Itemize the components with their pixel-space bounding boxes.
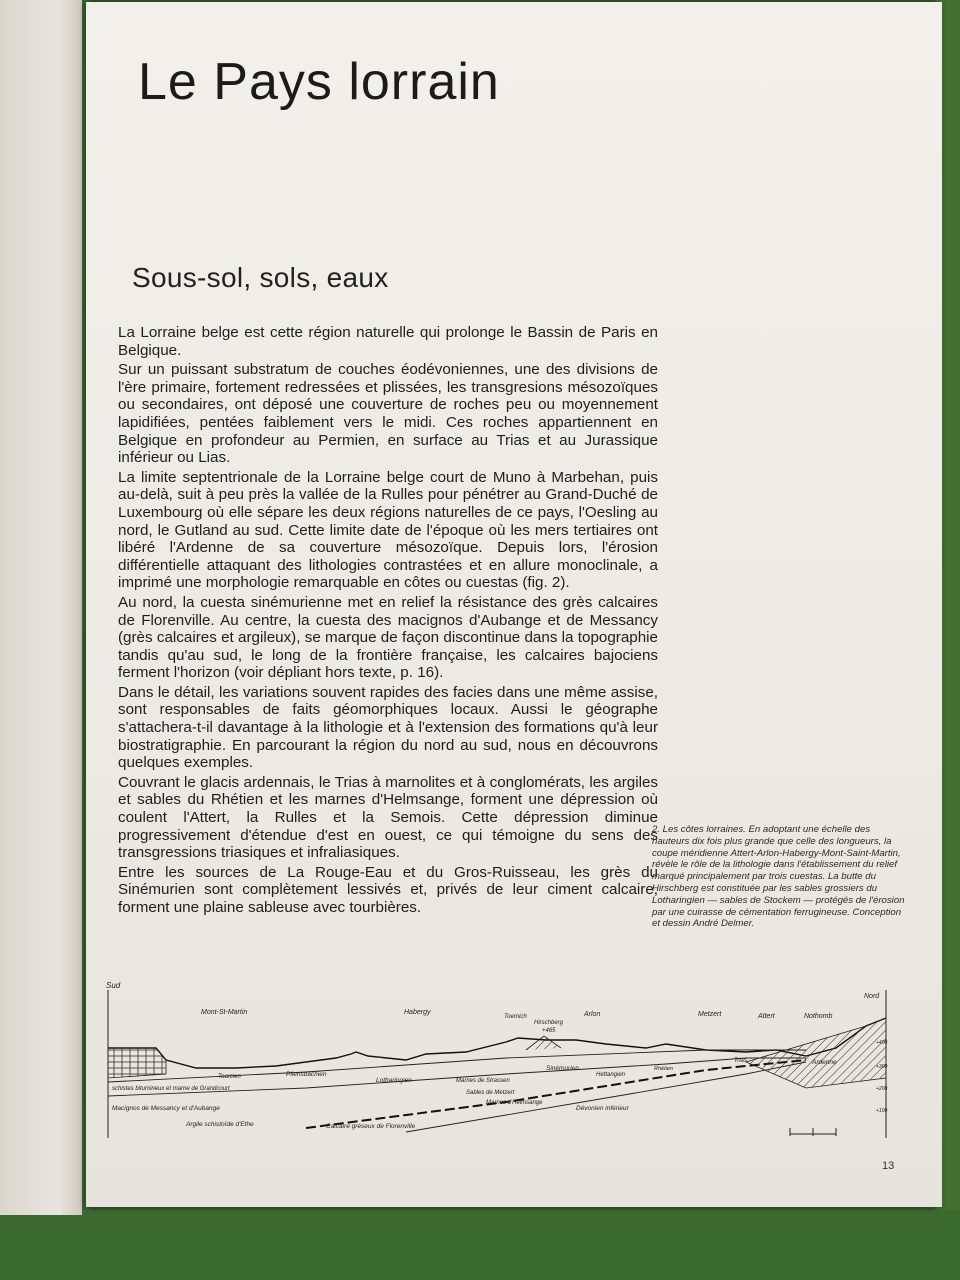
paragraph: La limite septentrionale de la Lorraine belge court de Muno à Marbehan, puis au-delà, suit à peu près la vallée de la Rulles pour pénétrer au Grand-Duché de Luxembourg où elle sépare les deux régions naturelles de ce pays, l'Oesling au nord, le Gutland au sud. Cette limite date de l'époque où les mers tertiaires ont libéré l'Ardenne de sa couverture mésozoïque. Depuis lors, l'érosion différentielle attaquant des lithologies contrastées et en allure monoclinale, a imprimé une morphologie remarquable en côtes ou cuestas (fig. 2). bbox=[118, 468, 658, 592]
figure-caption: 2. Les côtes lorraines. En adoptant une échelle des hauteurs dix fois plus grande que celle des longueurs, la coupe méridienne Attert-Arlon-Habergy-Mont-Saint-Martin, révèle le rôle de la lithologie dans l'établissement du relief marqué principalement par trois cuestas. La butte du Hirschberg est constituée par les sables grossiers du Lotharingien — sables de Stockem — protégés de l'érosion par une cuirasse de cémentation ferrugineuse. Conception et dessin André Delmer. bbox=[652, 824, 905, 930]
stratum-label: Sables de Metzert bbox=[466, 1090, 515, 1096]
paragraph: Entre les sources de La Rouge-Eau et du Gros-Ruisseau, les grès du Sinémurien sont complètement lessivés et, privés de leur ciment calcaire, forment une plaine sableuse avec tourbières. bbox=[118, 863, 658, 916]
place-label: Toernich bbox=[504, 1014, 527, 1020]
stratum-label: Marnes de Strassen bbox=[456, 1078, 510, 1084]
place-label: Habergy bbox=[404, 1009, 431, 1016]
summit-height: +465 bbox=[542, 1028, 556, 1034]
paragraph: Au nord, la cuesta sinémurienne met en relief la résistance des grès calcaires de Florenville. Au centre, la cuesta des macignos d'Aubange et de Messancy (grès calcaires et argileux), se marque de façon discontinue dans la topographie tandis qu'au sud, le long de la frontière française, les calcaires bajociens ferment l'horizon (voir dépliant hors texte, p. 16). bbox=[118, 593, 658, 682]
geological-cross-section bbox=[106, 978, 916, 1148]
stratum-label: schistes bitumineux et marne de Grandcourt bbox=[112, 1086, 230, 1092]
altitude-label: +400 bbox=[876, 1040, 888, 1046]
section-title: Sous-sol, sols, eaux bbox=[132, 262, 389, 293]
stratum-label: Marnes d'Helmsange bbox=[486, 1100, 543, 1106]
stratum-label: Calcaire gréseux de Florenville bbox=[326, 1123, 416, 1130]
body-text bbox=[118, 324, 658, 919]
page-title: Le Pays lorrain bbox=[138, 53, 500, 111]
stratum-label: Sinémurien bbox=[546, 1065, 579, 1072]
stratum-label: Dévonien inférieur bbox=[576, 1105, 629, 1112]
table-surface-bottom bbox=[0, 1210, 960, 1280]
stratum-label: Argile schistoïde d'Ethe bbox=[186, 1121, 254, 1128]
altitude-label: +100 bbox=[876, 1108, 888, 1114]
label-nord: Nord bbox=[864, 993, 880, 1000]
page-number: 13 bbox=[882, 1160, 895, 1172]
previous-page-edge bbox=[0, 0, 82, 1215]
stratum-label: Ardenne bbox=[812, 1059, 837, 1066]
altitude-label: +200 bbox=[876, 1086, 888, 1092]
stratum-label: Rhétien bbox=[654, 1066, 673, 1072]
stratum-label: Pliensbachien bbox=[286, 1071, 327, 1078]
stratum-label: Trias bbox=[734, 1058, 747, 1064]
stratum-label: Lotharingien bbox=[376, 1077, 412, 1084]
altitude-label: +300 bbox=[876, 1064, 888, 1070]
paragraph: Couvrant le glacis ardennais, le Trias à marnolites et à conglomérats, les argiles et sables du Rhétien et les marnes d'Helmsange, forment une dépression où coulent l'Attert, la Rulles et la Semois. Cette dépression diminue progressivement d'étendue d'est en ouest, ce qui témoigne du sens des transgressions triasiques et infraliasiques. bbox=[118, 773, 658, 862]
stratum-label: Macignos de Messancy et d'Aubange bbox=[112, 1105, 220, 1112]
paragraph: La Lorraine belge est cette région naturelle qui prolonge le Bassin de Paris en Belgique. bbox=[118, 324, 658, 359]
ardenne-massif bbox=[746, 1018, 886, 1088]
place-label: Attert bbox=[758, 1013, 775, 1020]
cross-section-diagram bbox=[106, 978, 916, 1148]
hirschberg-butte bbox=[526, 1036, 561, 1050]
label-sud: Sud bbox=[106, 981, 121, 990]
place-label: Nothomb bbox=[804, 1013, 833, 1020]
stratum-label: Hettangien bbox=[596, 1072, 626, 1078]
paragraph: Dans le détail, les variations souvent rapides des facies dans une même assise, sont responsables de faits géomorphiques locaux. Aussi le géographe s'attachera-t-il davantage à la lithologie et à l'extension des formations qu'à leur biostratigraphie. En parcourant la région du nord au sud, nous en découvrons quelques exemples. bbox=[118, 683, 658, 772]
paragraph: Sur un puissant substratum de couches éodévoniennes, une des divisions de l'ère primaire, fortement redressées et plissées, les transgresions mésozoïques ou secondaires, ont déposé une couverture de roches peu ou moyennement lapidifiées, pentées faiblement vers le midi. Ces roches appartiennent en Belgique en profondeur au Permien, en surface au Trias et au Jurassique inférieur ou Lias. bbox=[118, 361, 658, 467]
stratum-label: Toarcien bbox=[218, 1074, 241, 1080]
book-page bbox=[86, 2, 942, 1207]
bajocien-block bbox=[108, 1048, 166, 1078]
place-label: Mont-St-Martin bbox=[201, 1009, 248, 1016]
place-label: Metzert bbox=[698, 1011, 722, 1018]
place-label: Arlon bbox=[584, 1011, 601, 1018]
place-label: Hirschberg bbox=[534, 1020, 564, 1026]
